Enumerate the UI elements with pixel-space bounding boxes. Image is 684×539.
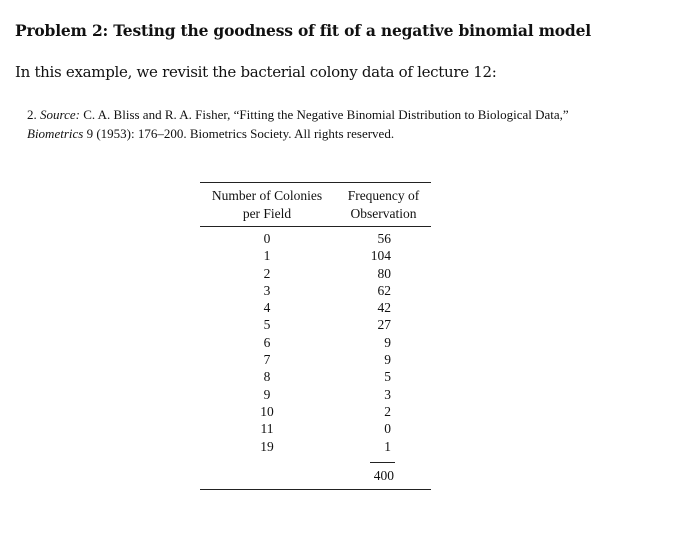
table-row [200, 403, 431, 420]
table-row [200, 230, 431, 247]
frequency-cell: 5 [384, 369, 391, 385]
colonies-cell: 3 [263, 282, 271, 298]
frequency-cell: 104 [370, 248, 391, 264]
table-row [200, 386, 431, 403]
frequency-cell: 56 [377, 231, 391, 246]
frequency-cell: 1 [384, 438, 391, 454]
colonies-cell: 2 [263, 265, 271, 281]
header-colonies-line2: per Field [242, 206, 292, 221]
frequency-cell: 27 [377, 317, 391, 333]
colonies-cell: 19 [260, 438, 274, 454]
source-line-2 [27, 124, 569, 143]
frequency-cell: 3 [384, 386, 391, 402]
frequency-cell: 0 [384, 421, 391, 437]
problem-heading: Problem 2: Testing the goodness of fit of a negative binomial model [15, 21, 591, 40]
citation-authors-title: C. A. Bliss and R. A. Fisher, “Fitting the Negative Binomial Distribution to Biological Data,” [83, 107, 569, 122]
table-row [200, 351, 431, 368]
colonies-cell: 1 [263, 248, 271, 264]
header-frequency-line1: Frequency of [347, 188, 420, 203]
colonies-cell: 4 [263, 300, 271, 316]
header-colonies-line1: Number of Colonies [211, 188, 323, 203]
frequency-cell: 80 [377, 265, 391, 281]
total-frequency: 400 [373, 468, 394, 483]
table-row [200, 247, 431, 264]
source-line-1 [27, 105, 569, 124]
frequency-cell: 62 [377, 282, 391, 298]
frequency-cell: 2 [384, 403, 391, 419]
journal-name: Biometrics [27, 126, 84, 141]
frequency-cell: 42 [377, 300, 391, 316]
colonies-cell: 10 [260, 403, 274, 419]
source-label: Source: [40, 107, 80, 122]
citation-details: 9 (1953): 176–200. Biometrics Society. All rights reserved. [86, 126, 395, 141]
table-row [200, 316, 431, 333]
intro-text: In this example, we revisit the bacterial colony data of lecture 12: [15, 63, 497, 81]
header-colonies-per-field [200, 187, 334, 223]
table-row [200, 282, 431, 299]
header-frequency-of-observation [336, 187, 431, 223]
colonies-cell: 7 [263, 352, 271, 368]
header-rule [200, 226, 431, 227]
table-row [200, 334, 431, 351]
table-bottom-rule [200, 489, 431, 490]
table-row [200, 299, 431, 316]
colonies-cell: 11 [260, 421, 274, 437]
colonies-cell: 5 [263, 317, 271, 333]
colonies-cell: 8 [263, 369, 271, 385]
table-row [200, 265, 431, 282]
table-row [200, 368, 431, 385]
table-row [200, 438, 431, 455]
colonies-cell: 0 [263, 231, 271, 246]
footnote-number: 2. [27, 107, 37, 122]
table-row [200, 420, 431, 437]
sum-rule [370, 462, 395, 463]
frequency-cell: 9 [384, 334, 391, 350]
colonies-cell: 9 [263, 386, 271, 402]
source-citation [27, 105, 569, 143]
colonies-cell: 6 [263, 334, 271, 350]
frequency-cell: 9 [384, 352, 391, 368]
header-frequency-line2: Observation [350, 206, 417, 221]
table-top-rule [200, 182, 431, 183]
table-body [200, 230, 431, 455]
